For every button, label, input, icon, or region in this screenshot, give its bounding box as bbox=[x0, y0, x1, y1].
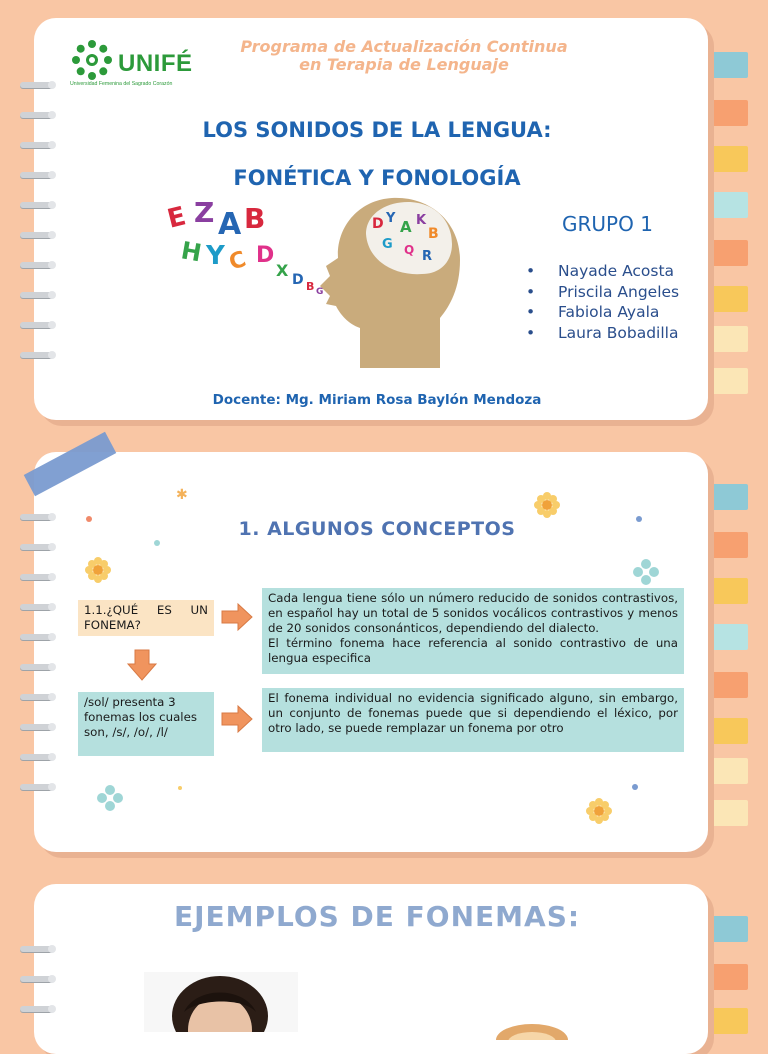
member-item: • Nayade Acosta bbox=[526, 262, 679, 283]
tab-marker bbox=[710, 578, 748, 604]
tab-marker bbox=[710, 484, 748, 510]
member-item: • Fabiola Ayala bbox=[526, 303, 679, 324]
svg-text:D: D bbox=[256, 243, 275, 268]
dot-icon bbox=[84, 514, 94, 524]
main-title-line-2: FONÉTICA Y FONOLOGÍA bbox=[233, 166, 521, 190]
svg-text:Q: Q bbox=[404, 243, 415, 257]
section-title: EJEMPLOS DE FONEMAS: bbox=[173, 900, 581, 933]
tab-marker bbox=[710, 192, 748, 218]
binder-ring bbox=[20, 292, 54, 298]
daisy-flower-icon bbox=[84, 556, 112, 584]
binder-ring bbox=[20, 352, 54, 358]
tab-marker bbox=[710, 100, 748, 126]
slide-examples bbox=[34, 884, 708, 1054]
daisy-flower-icon bbox=[584, 796, 614, 826]
example-box: /sol/ presenta 3 fonemas los cuales son, /s/, /o/, /l/ bbox=[78, 692, 214, 756]
program-line-1: Programa de Actualización Continua bbox=[240, 37, 568, 56]
sparkle-icon bbox=[172, 484, 192, 504]
svg-text:Y: Y bbox=[386, 211, 396, 226]
definition-paragraph-1: Cada lengua tiene sólo un número reducido de sonidos contrastivos, en español hay un total de 5 sonidos vocálicos contrastivos y menos de 20 sonidos consonánticos, dependiendo del dialecto. bbox=[268, 591, 678, 635]
definition-box bbox=[262, 588, 684, 674]
section-title: 1. ALGUNOS CONCEPTOS bbox=[238, 518, 516, 540]
unife-logo bbox=[70, 36, 210, 92]
binder-ring bbox=[20, 172, 54, 178]
member-item: • Priscila Angeles bbox=[526, 283, 679, 304]
tab-marker bbox=[710, 368, 748, 394]
definition-paragraph-2: El término fonema hace referencia al sonido contrastivo de una lengua especifica bbox=[268, 636, 678, 665]
group-label: GRUPO 1 bbox=[562, 212, 653, 236]
tab-marker bbox=[710, 1008, 748, 1034]
svg-text:B: B bbox=[306, 280, 315, 293]
binder-ring bbox=[20, 322, 54, 328]
arrow-down-icon bbox=[126, 648, 158, 682]
woman-photo bbox=[144, 972, 298, 1032]
binder-ring bbox=[20, 544, 54, 550]
binder-ring bbox=[20, 202, 54, 208]
svg-text:D: D bbox=[372, 216, 384, 232]
tab-marker bbox=[710, 624, 748, 650]
tab-marker bbox=[710, 718, 748, 744]
dot-icon bbox=[176, 784, 184, 792]
svg-text:G: G bbox=[316, 287, 324, 297]
arrow-right-icon bbox=[220, 704, 254, 734]
svg-text:C: C bbox=[226, 246, 250, 276]
svg-text:A: A bbox=[400, 218, 412, 236]
tab-marker bbox=[710, 672, 748, 698]
svg-text:X: X bbox=[276, 261, 289, 280]
tab-marker bbox=[710, 286, 748, 312]
svg-text:Z: Z bbox=[194, 196, 215, 229]
svg-text:A: A bbox=[218, 207, 242, 242]
program-title bbox=[194, 38, 614, 74]
binder-ring bbox=[20, 1006, 54, 1012]
svg-text:G: G bbox=[382, 237, 393, 252]
slide-concepts bbox=[34, 452, 708, 852]
binder-ring bbox=[20, 82, 54, 88]
tab-marker bbox=[710, 52, 748, 78]
tab-marker bbox=[710, 916, 748, 942]
svg-text:H: H bbox=[178, 236, 204, 268]
logo-emblem-icon bbox=[70, 38, 114, 82]
svg-text:Y: Y bbox=[206, 241, 225, 271]
group-members-list bbox=[526, 262, 679, 344]
binder-ring bbox=[20, 754, 54, 760]
binder-ring bbox=[20, 664, 54, 670]
binder-ring bbox=[20, 142, 54, 148]
blue-flower-icon bbox=[632, 558, 660, 586]
explanation-box: El fonema individual no evidencia significado alguno, sin embargo, un conjunto de fonemas puede que si dependiendo el léxico, por otro lado, se puede remplazar un fonema por otro bbox=[262, 688, 684, 752]
svg-text:E: E bbox=[164, 201, 189, 235]
member-item: • Laura Bobadilla bbox=[526, 324, 679, 345]
teacher-credit: Docente: Mg. Miriam Rosa Baylón Mendoza bbox=[212, 392, 542, 408]
tab-marker bbox=[710, 758, 748, 784]
binder-ring bbox=[20, 724, 54, 730]
svg-text:B: B bbox=[428, 226, 439, 242]
svg-text:B: B bbox=[244, 202, 266, 235]
logo-wordmark: UNIFÉ bbox=[118, 50, 193, 77]
svg-text:K: K bbox=[416, 213, 427, 228]
question-box: 1.1.¿QUÉ ES UN FONEMA? bbox=[78, 600, 214, 636]
binder-ring bbox=[20, 262, 54, 268]
tab-marker bbox=[710, 964, 748, 990]
program-line-2: en Terapia de Lenguaje bbox=[299, 55, 509, 74]
binder-ring bbox=[20, 784, 54, 790]
binder-ring bbox=[20, 976, 54, 982]
slide-title bbox=[34, 18, 708, 420]
binder-ring bbox=[20, 232, 54, 238]
binder-ring bbox=[20, 694, 54, 700]
binder-ring bbox=[20, 514, 54, 520]
binder-ring bbox=[20, 574, 54, 580]
binder-ring bbox=[20, 634, 54, 640]
tab-marker bbox=[710, 240, 748, 266]
binder-ring bbox=[20, 112, 54, 118]
svg-text:R: R bbox=[422, 249, 433, 264]
binder-ring bbox=[20, 604, 54, 610]
speaking-head-illustration bbox=[160, 188, 478, 368]
svg-text:D: D bbox=[292, 272, 304, 288]
tab-marker bbox=[710, 800, 748, 826]
svg-text:✱: ✱ bbox=[176, 487, 188, 503]
arrow-right-icon bbox=[220, 602, 254, 632]
tab-marker bbox=[710, 146, 748, 172]
logo-subtitle: Universidad Femenina del Sagrado Corazón bbox=[70, 81, 173, 87]
dot-icon bbox=[630, 782, 640, 792]
blue-flower-icon bbox=[96, 784, 124, 812]
example-photo bbox=[492, 1010, 572, 1040]
binder-ring bbox=[20, 946, 54, 952]
tab-marker bbox=[710, 326, 748, 352]
tab-marker bbox=[710, 532, 748, 558]
main-title-line-1: LOS SONIDOS DE LA LENGUA: bbox=[202, 118, 552, 142]
daisy-flower-icon bbox=[532, 490, 562, 520]
